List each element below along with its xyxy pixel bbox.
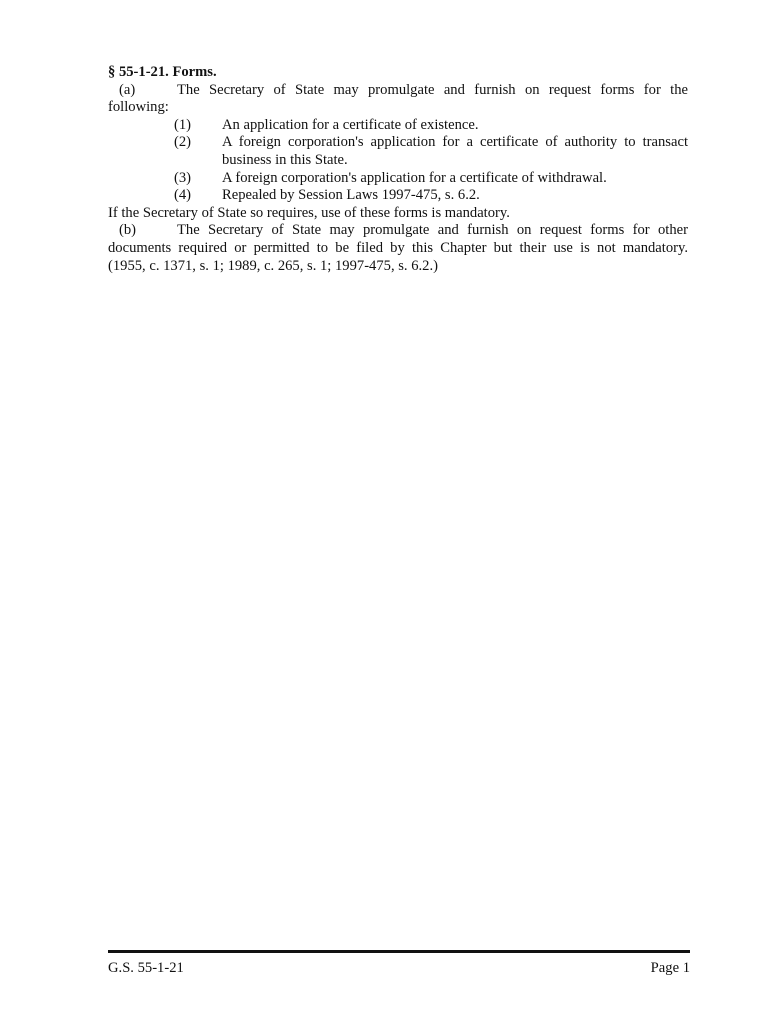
subsection-a-label: (a) xyxy=(119,81,136,98)
subsection-b xyxy=(108,222,688,240)
subsection-b-label: (b) xyxy=(119,222,137,239)
list-item-number: (3) xyxy=(174,169,192,186)
subsection-a xyxy=(108,82,688,100)
mandatory-note: If the Secretary of State so requires, use of these forms is mandatory. xyxy=(108,204,510,221)
list-item-number: (2) xyxy=(174,134,192,151)
subsection-b-text-line2: documents required or permitted to be filed by this Chapter but their use is not mandatory. xyxy=(108,239,688,256)
list-item-4 xyxy=(108,187,688,205)
footer-divider xyxy=(108,950,690,953)
list-item-3 xyxy=(108,170,688,188)
list-item-2 xyxy=(108,134,688,169)
footer-page-number: Page 1 xyxy=(650,960,690,976)
list-item-1 xyxy=(108,117,688,135)
list-item-text: An application for a certificate of existence. xyxy=(222,116,479,133)
section-heading: § 55-1-21. Forms. xyxy=(108,64,217,80)
list-item-text: A foreign corporation's application for a certificate of authority to transact xyxy=(222,134,688,151)
statute-section xyxy=(108,64,688,275)
subsection-b-text-line1: The Secretary of State may promulgate and furnish on request forms for other xyxy=(177,222,688,239)
subsection-a-text-line1: The Secretary of State may promulgate and furnish on request forms for the xyxy=(177,81,688,98)
history-note: (1955, c. 1371, s. 1; 1989, c. 265, s. 1; 1997-475, s. 6.2.) xyxy=(108,257,438,274)
list-item-text: Repealed by Session Laws 1997-475, s. 6.2. xyxy=(222,187,480,204)
list-item-number: (1) xyxy=(174,116,192,133)
subsection-a-text-line2: following: xyxy=(108,99,169,116)
list-item-text: A foreign corporation's application for a certificate of withdrawal. xyxy=(222,169,607,186)
footer-citation: G.S. 55-1-21 xyxy=(108,960,184,976)
list-item-number: (4) xyxy=(174,187,192,204)
list-item-text-continued: business in this State. xyxy=(222,151,348,168)
